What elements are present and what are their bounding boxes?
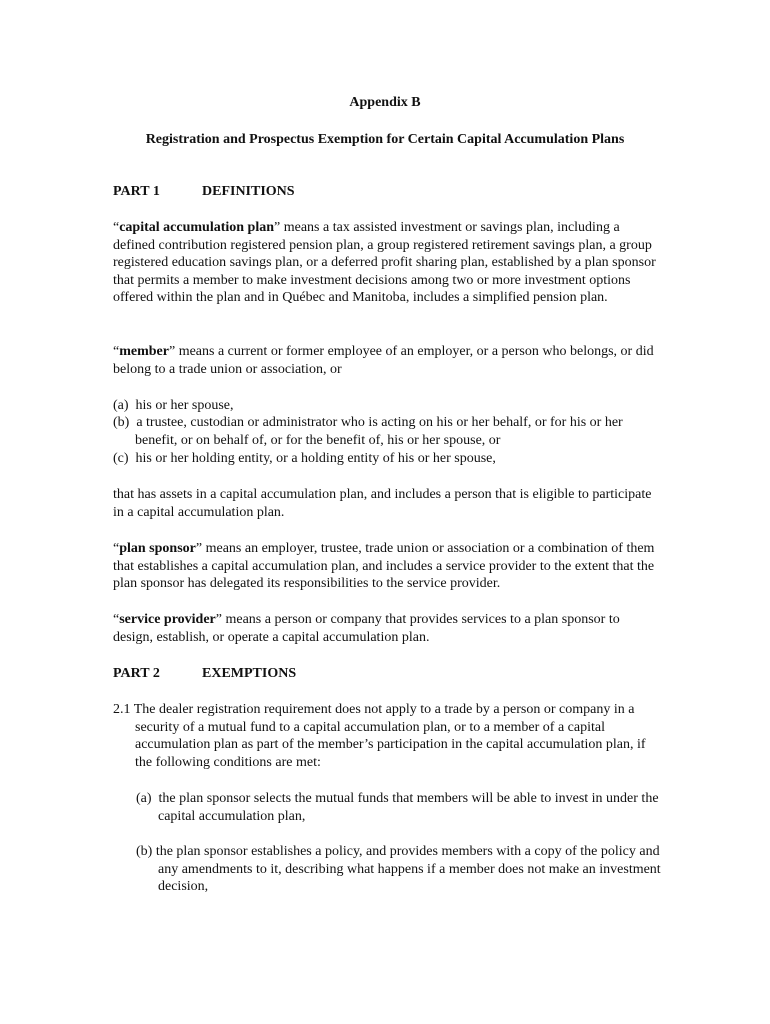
part-2-heading xyxy=(113,665,296,683)
member-item-b: (b) a trustee, custodian or administrator who is acting on his or her behalf, or for his or her benefit, or on behalf of, or for the benefit of, his or her spouse, or xyxy=(113,415,623,448)
open-quote: “ xyxy=(113,541,120,556)
defined-term: capital accumulation plan xyxy=(119,220,275,235)
definition-text: ” means a person or company that provides services to a plan sponsor to design, establish, or operate a capital accumulation plan. xyxy=(113,612,620,645)
open-quote: “ xyxy=(113,220,120,235)
defined-term: member xyxy=(119,344,169,359)
condition-a: (a) the plan sponsor selects the mutual funds that members will be able to invest in under the capital accumulation plan, xyxy=(136,791,659,824)
open-quote: “ xyxy=(113,612,120,627)
definition-text: ” means a current or former employee of an employer, or a person who belongs, or did belong to a trade union or association, or xyxy=(113,344,654,377)
condition-b: (b) the plan sponsor establishes a policy, and provides members with a copy of the policy and any amendments to it, describing what happens if a member does not make an investment decision, xyxy=(136,844,661,894)
definition-plan-sponsor xyxy=(113,540,661,593)
part-2-number: PART 2 xyxy=(113,666,160,681)
definition-service-provider xyxy=(113,611,661,646)
part-1-heading xyxy=(113,183,295,201)
definition-text: ” means a tax assisted investment or savings plan, including a defined contribution registered pension plan, a group registered retirement savings plan, a group registered education savings plan, or a deferred profit sharing plan, established by a plan sponsor that permits a member to make investment decisions among two or more investment options offered within the plan and in Québec and Manitoba, includes a simplified pension plan. xyxy=(113,220,656,305)
definition-capital-accumulation-plan xyxy=(113,219,661,307)
member-closing: that has assets in a capital accumulation plan, and includes a person that is eligible to participate in a capital accumulation plan. xyxy=(113,487,652,520)
open-quote: “ xyxy=(113,344,120,359)
appendix-title: Appendix B xyxy=(349,95,421,110)
defined-term: service provider xyxy=(119,612,216,627)
document-subtitle: Registration and Prospectus Exemption for Certain Capital Accumulation Plans xyxy=(145,132,625,147)
exemption-2-1: 2.1 The dealer registration requirement does not apply to a trade by a person or company in a security of a mutual fund to a capital accumulation plan, or to a member of a capital accumulation plan as part of the member’s participation in the capital accumulation plan, if the following conditions are met: xyxy=(113,702,646,770)
part-2-title: EXEMPTIONS xyxy=(202,666,297,681)
member-item-c: (c) his or her holding entity, or a holding entity of his or her spouse, xyxy=(113,451,496,466)
member-item-a: (a) his or her spouse, xyxy=(113,398,234,413)
part-1-title: DEFINITIONS xyxy=(202,184,295,199)
definition-text: ” means an employer, trustee, trade union or association or a combination of them that establishes a capital accumulation plan, and includes a service provider to the extent that the plan sponsor has delegated its responsibilities to the service provider. xyxy=(113,541,655,591)
defined-term: plan sponsor xyxy=(119,541,196,556)
definition-member xyxy=(113,343,661,378)
part-1-number: PART 1 xyxy=(113,184,160,199)
